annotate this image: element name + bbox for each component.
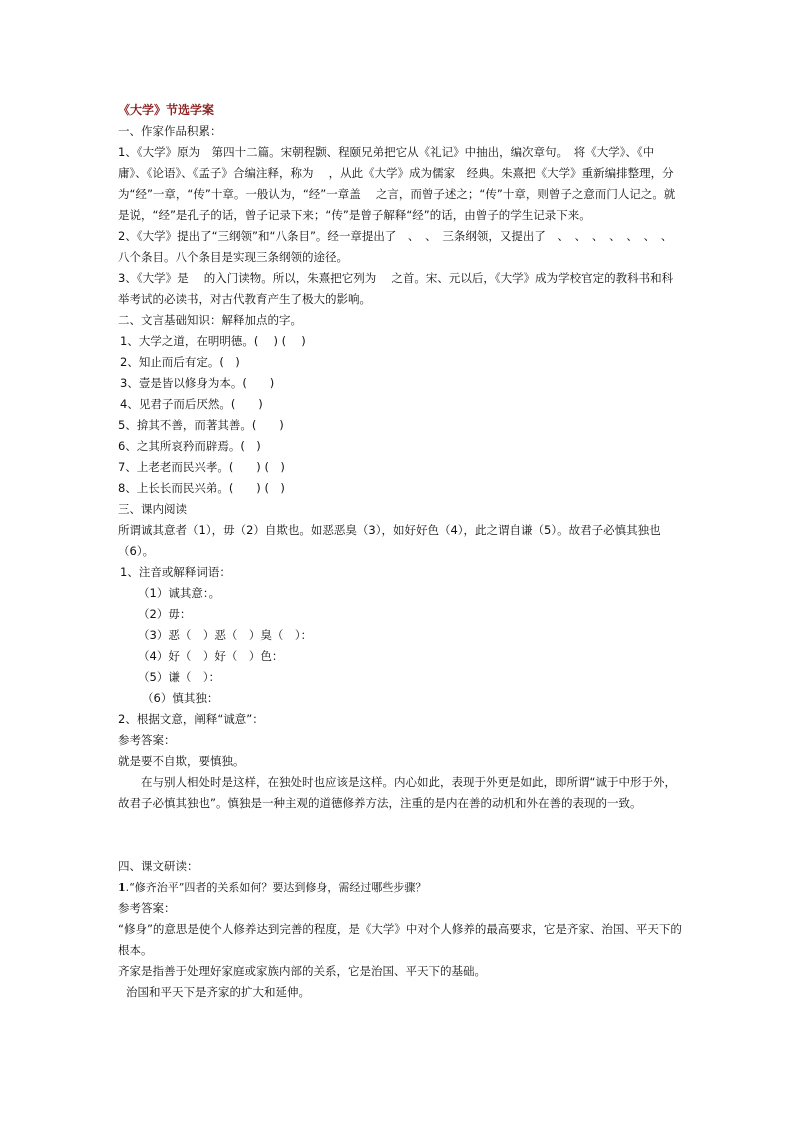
vocab-item-4: 4、见君子而后厌然。( ) — [120, 397, 263, 411]
section-2-heading: 二、文言基础知识：解释加点的字。 — [118, 313, 302, 327]
document-title: 《大学》节选学案 — [118, 103, 215, 117]
vocab-item-2: 2、知止而后有定。( ) — [120, 355, 240, 369]
vocab-item-7: 7、上老老而民兴孝。( ) ( ) — [118, 460, 285, 474]
section-1-paragraph-1: 1、《大学》原为 第四十二篇。宋朝程颢、程颐兄弟把它从《礼记》中抽出，编次章句。 将《大学》、《中庸》、《论语》、《孟子》合编注释，称为 ，从此《大学》成为儒家 经典。朱熹把《大学》重新编排整理，分为“经”一章，“传”十章。一般认为，“经”一章盖 之言，而曾子述之；“传”十章，则曾子之意而门人记之。就是说，“经”是孔子的话，曾子记录下来；“传”是曾子解释“经”的话，由曾子的学生记录下来。 — [118, 145, 676, 222]
vocab-item-6: 6、之其所哀矜而辟焉。( ) — [118, 439, 261, 453]
answer-3-line-1: 就是要不自欺，要慎独。 — [118, 754, 245, 768]
term-2: （2）毋： — [138, 607, 192, 621]
term-6: （6）慎其独： — [142, 691, 219, 705]
section-1-paragraph-3: 3、《大学》是 的入门读物。所以，朱熹把它列为 之首。宋、元以后，《大学》成为学校官定的教科书和科举考试的必读书，对古代教育产生了极大的影响。 — [118, 271, 674, 306]
term-4: （4）好（ ）好（ ）色： — [138, 649, 284, 663]
term-3: （3）恶（ ）恶（ ）臭（ ）： — [138, 628, 313, 642]
study-question-1-number: 1 — [118, 881, 126, 894]
answer-4-line-2: 齐家是指善于处理好家庭或家族内部的关系，它是治国、平天下的基础。 — [118, 964, 486, 978]
term-1: （1）诚其意：。 — [138, 586, 221, 600]
section-3-heading: 三、课内阅读 — [118, 502, 187, 516]
answer-4-line-3: 治国和平天下是齐家的扩大和延伸。 — [126, 985, 310, 999]
term-5: （5）谦（ ）： — [138, 670, 221, 684]
answer-3-line-2: 在与别人相处时是这样，在独处时也应该是这样。内心如此，表现于外更是如此，即所谓“诚于中形于外，故君子必慎其独也”。慎独是一种主观的道德修养方法，注重的是内在善的动机和外在善的表现的一致。 — [118, 775, 676, 810]
reading-question-1: 1、注音或解释词语： — [120, 565, 231, 579]
answer-4-line-1: “修身”的意思是使个人修养达到完善的程度，是《大学》中对个人修养的最高要求，它是齐家、治国、平天下的根本。 — [118, 922, 682, 957]
answer-label-4: 参考答案： — [118, 901, 176, 915]
reading-question-2: 2、根据文意，阐释“诚意”： — [118, 712, 264, 726]
vocab-item-8: 8、上长长而民兴弟。( ) ( ) — [118, 481, 285, 495]
vocab-item-1: 1、大学之道，在明明德。( ) ( ) — [120, 334, 306, 348]
vocab-item-3: 3、壹是皆以修身为本。( ) — [120, 376, 275, 390]
study-question-1 — [118, 877, 683, 898]
section-1-paragraph-2: 2、《大学》提出了“三纲领”和“八条目”。经一章提出了 、 、 三条纲领，又提出了 、 、 、 、 、 、 、 八个条目。八个条目是实现三条纲领的途径。 — [118, 229, 679, 264]
vocab-item-5: 5、揜其不善，而著其善。( ) — [118, 418, 284, 432]
reading-passage: 所谓诚其意者（1），毋（2）自欺也。如恶恶臭（3），如好好色（4），此之谓自谦（5）。故君子必慎其独也（6）。 — [118, 523, 661, 558]
document-page — [118, 100, 683, 1003]
section-gap — [118, 814, 683, 856]
study-question-1-text: .“修齐治平”四者的关系如何？要达到修身，需经过哪些步骤？ — [125, 881, 427, 894]
section-1-heading: 一、作家作品积累： — [118, 124, 222, 138]
answer-label-3: 参考答案： — [118, 733, 176, 747]
section-4-heading: 四、课文研读： — [118, 859, 199, 873]
